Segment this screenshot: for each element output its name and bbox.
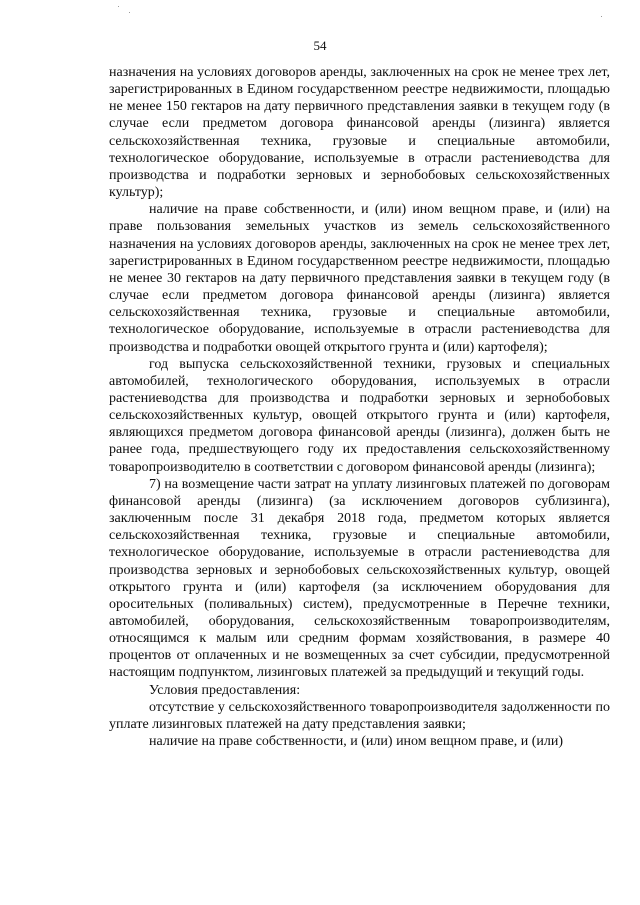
body-text — [109, 64, 610, 750]
paragraph-5: Условия предоставления: — [149, 682, 301, 698]
scan-speck — [601, 16, 602, 17]
paragraph-6: отсутствие у сельскохозяйственного товаропроизводителя задолженности по уплате лизинговых платежей на дату представления заявки; — [109, 699, 610, 732]
paragraph-4: 7) на возмещение части затрат на уплату лизинговых платежей по договорам финансовой аренды (лизинга) (за исключением договоров сублизинга), заключенным после 31 декабря 2018 года, предметом которых является сельскохозяйственная техника, грузовые и специальные автомобили, технологическое оборудование, используемые в отрасли растениеводства для производства зерновых и зернобобовых сельскохозяйственных культур, овощей открытого грунта и (или) картофеля (за исключением оборудования для оросительных (поливальных) систем), предусмотренные в Перечне техники, автомобилей, оборудования, сельскохозяйственным товаропроизводителям, относящимся к малым или средним формам хозяйствования, в размере 40 процентов от оплаченных и не возмещенных за счет субсидии, предусмотренной настоящим подпунктом, лизинговых платежей за предыдущий и текущий годы. — [109, 476, 610, 681]
scan-speck — [129, 12, 130, 13]
paragraph-1: назначения на условиях договоров аренды, заключенных на срок не менее трех лет, зарегистрированных в Едином государственном реестре недвижимости, площадью не менее 150 гектаров на дату первичного представления заявки в текущем году (в случае если предметом договора финансовой аренды (лизинга) является сельскохозяйственная техника, грузовые и специальные автомобили, технологическое оборудование, используемые в отрасли растениеводства для производства и подработки зерновых и зернобобовых сельскохозяйственных культур); — [109, 65, 610, 201]
paragraph-2: наличие на праве собственности, и (или) ином вещном праве, и (или) на праве пользования земельных участков из земель сельскохозяйственного назначения на условиях договоров аренды, заключенных на срок не менее трех лет, зарегистрированных в Едином государственном реестре недвижимости, площадью не менее 30 гектаров на дату первичного представления заявки в текущем году (в случае если предметом договора финансовой аренды (лизинга) является сельскохозяйственная техника, грузовые и специальные автомобили, технологическое оборудование, используемые в отрасли растениеводства для производства и подработки овощей открытого грунта и (или) картофеля); — [109, 202, 610, 355]
page-number: 54 — [313, 38, 327, 53]
scan-speck — [118, 6, 119, 7]
paragraph-7: наличие на праве собственности, и (или) ином вещном праве, и (или) — [149, 734, 563, 750]
paragraph-3: год выпуска сельскохозяйственной техники, грузовых и специальных автомобилей, технологического оборудования, используемых в отрасли растениеводства для производства и подработки зерновых и зернобобовых сельскохозяйственных культур, овощей открытого грунта и (или) картофеля, являющихся предметом договора финансовой аренды (лизинга), должен быть не ранее года, предшествующего году их предоставления сельскохозяйственному товаропроизводителю в соответствии с договором финансовой аренды (лизинга); — [109, 356, 610, 475]
